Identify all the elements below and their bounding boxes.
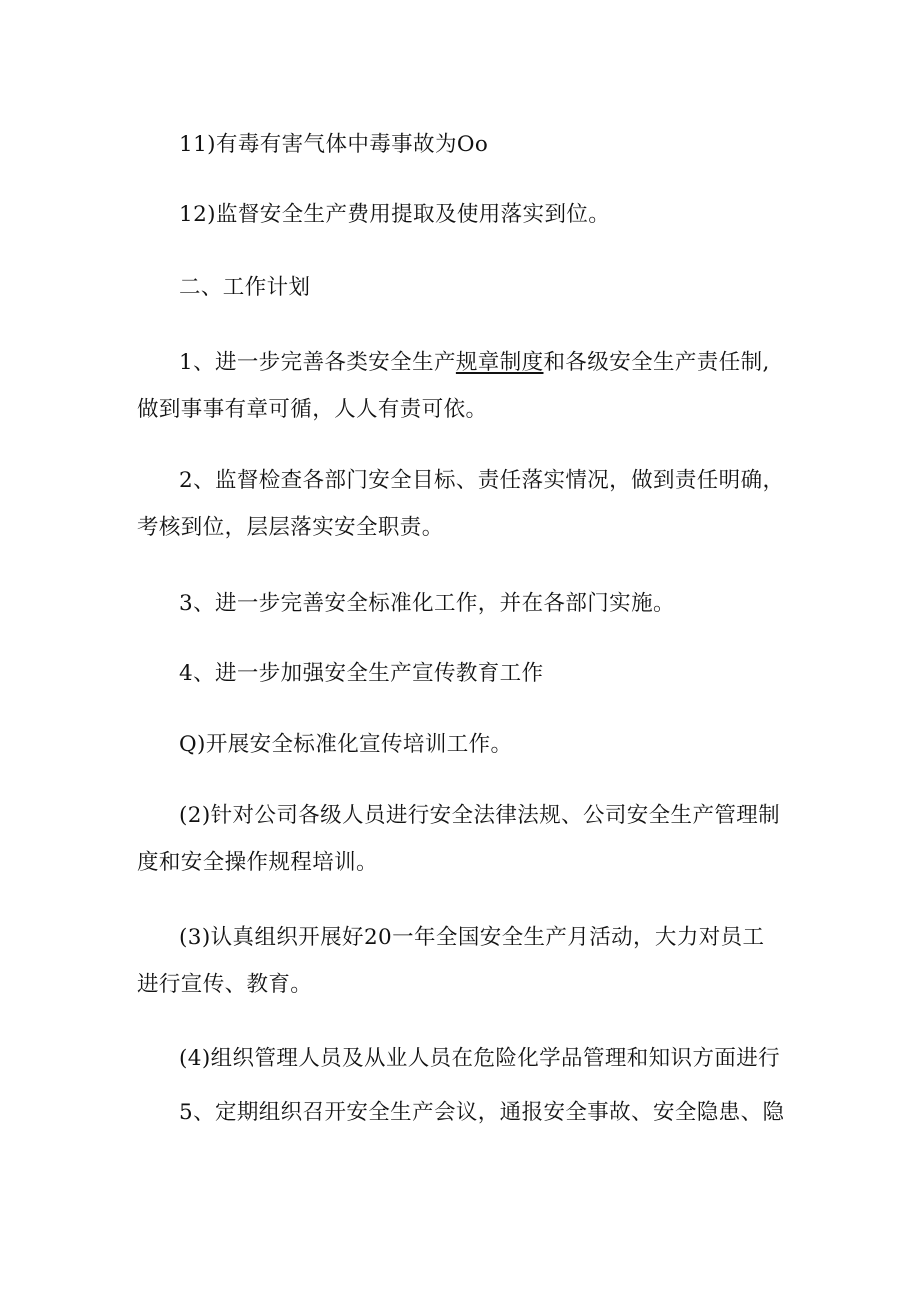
plan-item-4-sub-1-line: Q)开展安全标准化宣传培训工作。 (179, 732, 513, 757)
plan-item-4-line: 4、进一步加强安全生产宣传教育工作 (179, 661, 544, 686)
plan-item-2-paragraph (137, 457, 785, 551)
plan-item-3-line: 3、进一步完善安全标准化工作，并在各部门实施。 (179, 591, 675, 616)
item-12-paragraph (137, 191, 782, 238)
plan-item-5-paragraph (137, 1089, 785, 1136)
plan-item-4-paragraph (137, 650, 782, 697)
plan-item-3-paragraph (137, 580, 782, 627)
plan-item-4-sub-2-paragraph (137, 792, 782, 886)
regulations-underlined-term: 规章制度 (455, 350, 544, 375)
plan-item-4-sub-4-paragraph (137, 1035, 782, 1082)
plan-item-4-sub-3-paragraph (137, 914, 782, 1008)
plan-item-1-text-before: 1、进一步完善各类安全生产 (179, 350, 456, 375)
item-12-line: 12)监督安全生产费用提取及使用落实到位。 (179, 202, 611, 227)
plan-item-5-line: 5、定期组织召开安全生产会议，通报安全事故、安全隐患、隐 (179, 1100, 785, 1125)
section-heading-line: 二、工作计划 (179, 275, 311, 300)
plan-item-4-sub-2-line-1: (2)针对公司各级人员进行安全法律法规、公司安全生产管理制 (179, 803, 781, 828)
plan-item-1-paragraph (137, 339, 782, 433)
item-11-paragraph (137, 121, 782, 168)
section-heading-work-plan (137, 264, 782, 311)
plan-item-1-line-2: 做到事事有章可循，人人有责可依。 (137, 397, 488, 422)
plan-item-4-sub-1-paragraph (137, 721, 782, 768)
plan-item-4-sub-4-line: (4)组织管理人员及从业人员在危险化学品管理和知识方面进行 (179, 1046, 781, 1071)
plan-item-4-sub-3-line-2: 进行宣传、教育。 (137, 972, 313, 997)
plan-item-2-line-1: 2、监督检查各部门安全目标、责任落实情况，做到责任明确， (179, 468, 785, 493)
plan-item-4-sub-2-line-2: 度和安全操作规程培训。 (137, 850, 378, 875)
plan-item-2-line-2: 考核到位，层层落实安全职责。 (137, 515, 444, 540)
plan-item-1-line-1 (137, 339, 782, 386)
item-11-line: 11)有毒有害气体中毒事故为Oo (179, 132, 489, 157)
plan-item-4-sub-3-line-1: (3)认真组织开展好20一年全国安全生产月活动，大力对员工 (179, 925, 765, 950)
plan-item-1-text-after: 和各级安全生产责任制, (543, 350, 770, 375)
